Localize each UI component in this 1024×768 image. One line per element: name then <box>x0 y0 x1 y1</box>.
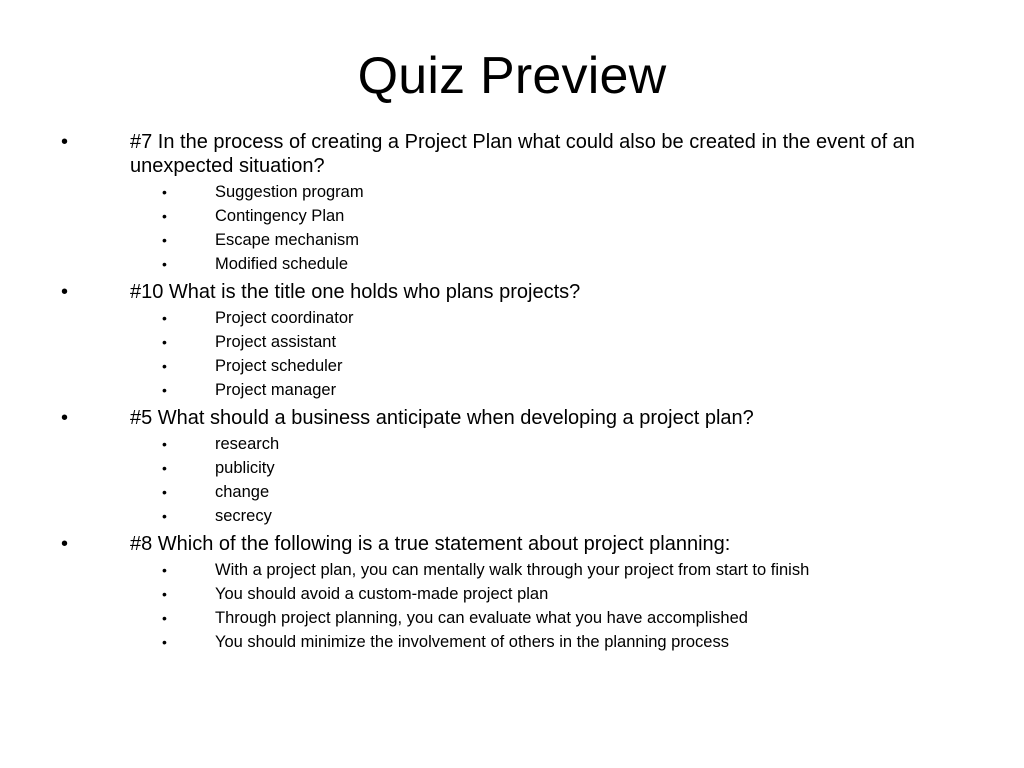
options-list <box>0 432 1024 528</box>
slide-title: Quiz Preview <box>357 47 667 105</box>
question-item <box>0 130 1024 276</box>
option-text: Through project planning, you can evaluate what you have accomplished <box>215 609 748 627</box>
option-text: Escape mechanism <box>215 231 359 249</box>
option-item <box>0 456 1024 480</box>
options-list <box>0 180 1024 276</box>
option-text: research <box>215 435 280 453</box>
option-text: Project coordinator <box>215 309 354 327</box>
bullet-icon: • <box>61 407 69 429</box>
bullet-icon: • <box>162 184 167 200</box>
option-item <box>0 630 1024 654</box>
bullet-icon: • <box>162 610 167 626</box>
option-item <box>0 582 1024 606</box>
bullet-icon: • <box>61 281 69 303</box>
bullet-icon: • <box>162 334 167 350</box>
option-item <box>0 378 1024 402</box>
bullet-icon: • <box>162 208 167 224</box>
bullet-icon: • <box>162 382 167 398</box>
bullet-icon: • <box>162 232 167 248</box>
option-item <box>0 504 1024 528</box>
option-item <box>0 252 1024 276</box>
bullet-icon: • <box>162 586 167 602</box>
question-text: #7 In the process of creating a Project Plan what could also be created in the event of an unexpected situation? <box>130 131 915 177</box>
option-text: Contingency Plan <box>215 207 345 225</box>
bullet-icon: • <box>162 562 167 578</box>
option-text: Modified schedule <box>215 255 348 273</box>
question-item <box>0 532 1024 654</box>
option-item <box>0 180 1024 204</box>
option-text: Project assistant <box>215 333 337 351</box>
question-item <box>0 406 1024 528</box>
option-text: change <box>215 483 270 501</box>
option-item <box>0 330 1024 354</box>
option-item <box>0 480 1024 504</box>
bullet-icon: • <box>162 358 167 374</box>
option-item <box>0 204 1024 228</box>
slide-content <box>0 130 1024 750</box>
option-text: You should minimize the involvement of others in the planning process <box>215 633 729 651</box>
option-text: publicity <box>215 459 275 477</box>
option-text: Project scheduler <box>215 357 343 375</box>
option-text: Suggestion program <box>215 183 364 201</box>
options-list <box>0 306 1024 402</box>
option-text: You should avoid a custom-made project plan <box>215 585 549 603</box>
bullet-icon: • <box>162 484 167 500</box>
option-item <box>0 228 1024 252</box>
bullet-icon: • <box>162 460 167 476</box>
bullet-icon: • <box>61 533 69 555</box>
option-item <box>0 354 1024 378</box>
option-item <box>0 432 1024 456</box>
options-list <box>0 558 1024 654</box>
bullet-icon: • <box>162 436 167 452</box>
bullet-icon: • <box>162 634 167 650</box>
question-text: #10 What is the title one holds who plans projects? <box>130 281 581 303</box>
option-item <box>0 606 1024 630</box>
option-text: With a project plan, you can mentally walk through your project from start to finish <box>215 561 810 579</box>
question-item <box>0 280 1024 402</box>
option-text: Project manager <box>215 381 337 399</box>
bullet-icon: • <box>162 256 167 272</box>
bullet-icon: • <box>61 131 69 153</box>
option-item <box>0 558 1024 582</box>
question-text: #8 Which of the following is a true statement about project planning: <box>130 533 731 555</box>
bullet-icon: • <box>162 310 167 326</box>
question-text: #5 What should a business anticipate when developing a project plan? <box>130 407 754 429</box>
bullet-icon: • <box>162 508 167 524</box>
option-text: secrecy <box>215 507 272 525</box>
option-item <box>0 306 1024 330</box>
